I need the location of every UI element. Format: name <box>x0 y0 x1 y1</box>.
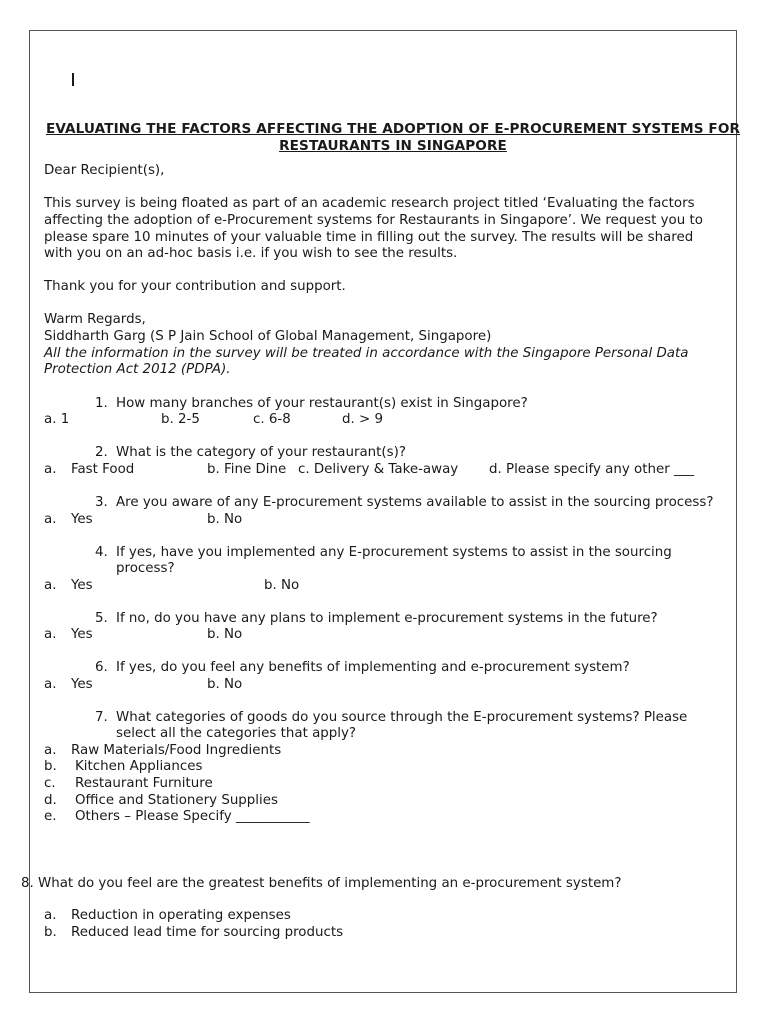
q4-option-a-letter: a. <box>44 578 57 593</box>
q8-number: 8. <box>21 876 34 891</box>
q2-text: What is the category of your restaurant(s)? <box>116 445 406 460</box>
salutation: Dear Recipient(s), <box>44 163 165 178</box>
intro-line-1: This survey is being floated as part of an academic research project titled ‘Evaluating the factors <box>44 196 695 211</box>
thanks-text: Thank you for your contribution and support. <box>44 279 346 294</box>
q2-option-d[interactable]: d. Please specify any other ___ <box>489 462 695 477</box>
q7-text-line-1: What categories of goods do you source through the E-procurement systems? Please <box>116 710 688 725</box>
q1-number: 1. <box>95 396 108 411</box>
privacy-line-2: Protection Act 2012 (PDPA). <box>44 362 231 377</box>
q4-text-line-1: If yes, have you implemented any E-procurement systems to assist in the sourcing <box>116 545 672 560</box>
q2-option-b[interactable]: b. Fine Dine <box>207 462 287 477</box>
q2-option-c[interactable]: c. Delivery & Take-away <box>298 462 459 477</box>
q2-option-a-letter: a. <box>44 462 57 477</box>
q8-option-b[interactable]: Reduced lead time for sourcing products <box>71 925 344 940</box>
q3-option-a-letter: a. <box>44 512 57 527</box>
document-title-line-2: RESTAURANTS IN SINGAPORE <box>279 138 507 154</box>
q7-option-a[interactable]: Raw Materials/Food Ingredients <box>71 743 282 758</box>
q1-option-b[interactable]: b. 2-5 <box>161 412 200 427</box>
q7-option-d-letter: d. <box>44 793 57 808</box>
q7-option-e-letter: e. <box>44 809 57 824</box>
q3-option-a[interactable]: Yes <box>71 512 93 527</box>
intro-line-3: please spare 10 minutes of your valuable time in filling out the survey. The results will be shared <box>44 230 694 245</box>
q5-option-a-letter: a. <box>44 627 57 642</box>
q8-option-a-letter: a. <box>44 908 57 923</box>
q1-option-d[interactable]: d. > 9 <box>342 412 384 427</box>
intro-line-4: with you on an ad-hoc basis i.e. if you wish to see the results. <box>44 246 458 261</box>
q6-number: 6. <box>95 660 108 675</box>
q6-text: If yes, do you feel any benefits of implementing and e-procurement system? <box>116 660 630 675</box>
q3-text: Are you aware of any E-procurement systems available to assist in the sourcing process? <box>116 495 714 510</box>
q3-option-b[interactable]: b. No <box>207 512 243 527</box>
q4-number: 4. <box>95 545 108 560</box>
q6-option-a[interactable]: Yes <box>71 677 93 692</box>
q7-number: 7. <box>95 710 108 725</box>
q2-number: 2. <box>95 445 108 460</box>
q1-option-c[interactable]: c. 6-8 <box>253 412 291 427</box>
q6-option-a-letter: a. <box>44 677 57 692</box>
q5-text: If no, do you have any plans to implement e-procurement systems in the future? <box>116 611 658 626</box>
intro-line-2: affecting the adoption of e-Procurement systems for Restaurants in Singapore’. We request you to <box>44 213 703 228</box>
document-title-line-1: EVALUATING THE FACTORS AFFECTING THE ADOPTION OF E-PROCUREMENT SYSTEMS FOR <box>45 121 741 137</box>
q5-option-a[interactable]: Yes <box>71 627 93 642</box>
q7-text-line-2: select all the categories that apply? <box>116 726 357 741</box>
q6-option-b[interactable]: b. No <box>207 677 243 692</box>
q1-option-a[interactable]: a. 1 <box>44 412 70 427</box>
q8-text: What do you feel are the greatest benefits of implementing an e-procurement system? <box>38 876 622 891</box>
q4-option-b[interactable]: b. No <box>264 578 300 593</box>
q7-option-b[interactable]: Kitchen Appliances <box>75 759 203 774</box>
q3-number: 3. <box>95 495 108 510</box>
q7-option-d[interactable]: Office and Stationery Supplies <box>75 793 278 808</box>
q7-option-e[interactable]: Others – Please Specify ___________ <box>75 809 310 824</box>
q2-option-a[interactable]: Fast Food <box>71 462 135 477</box>
q4-option-a[interactable]: Yes <box>71 578 93 593</box>
text-cursor <box>72 73 74 86</box>
author-text: Siddharth Garg (S P Jain School of Global Management, Singapore) <box>44 329 492 344</box>
q7-option-c[interactable]: Restaurant Furniture <box>75 776 213 791</box>
q7-option-c-letter: c. <box>44 776 56 791</box>
q4-text-line-2: process? <box>116 561 175 576</box>
q7-option-b-letter: b. <box>44 759 57 774</box>
privacy-line-1: All the information in the survey will be treated in accordance with the Singapore Personal Data <box>44 346 689 361</box>
q5-number: 5. <box>95 611 108 626</box>
q7-option-a-letter: a. <box>44 743 57 758</box>
regards-text: Warm Regards, <box>44 312 146 327</box>
q1-text: How many branches of your restaurant(s) exist in Singapore? <box>116 396 528 411</box>
q8-option-b-letter: b. <box>44 925 57 940</box>
q5-option-b[interactable]: b. No <box>207 627 243 642</box>
q8-option-a[interactable]: Reduction in operating expenses <box>71 908 291 923</box>
